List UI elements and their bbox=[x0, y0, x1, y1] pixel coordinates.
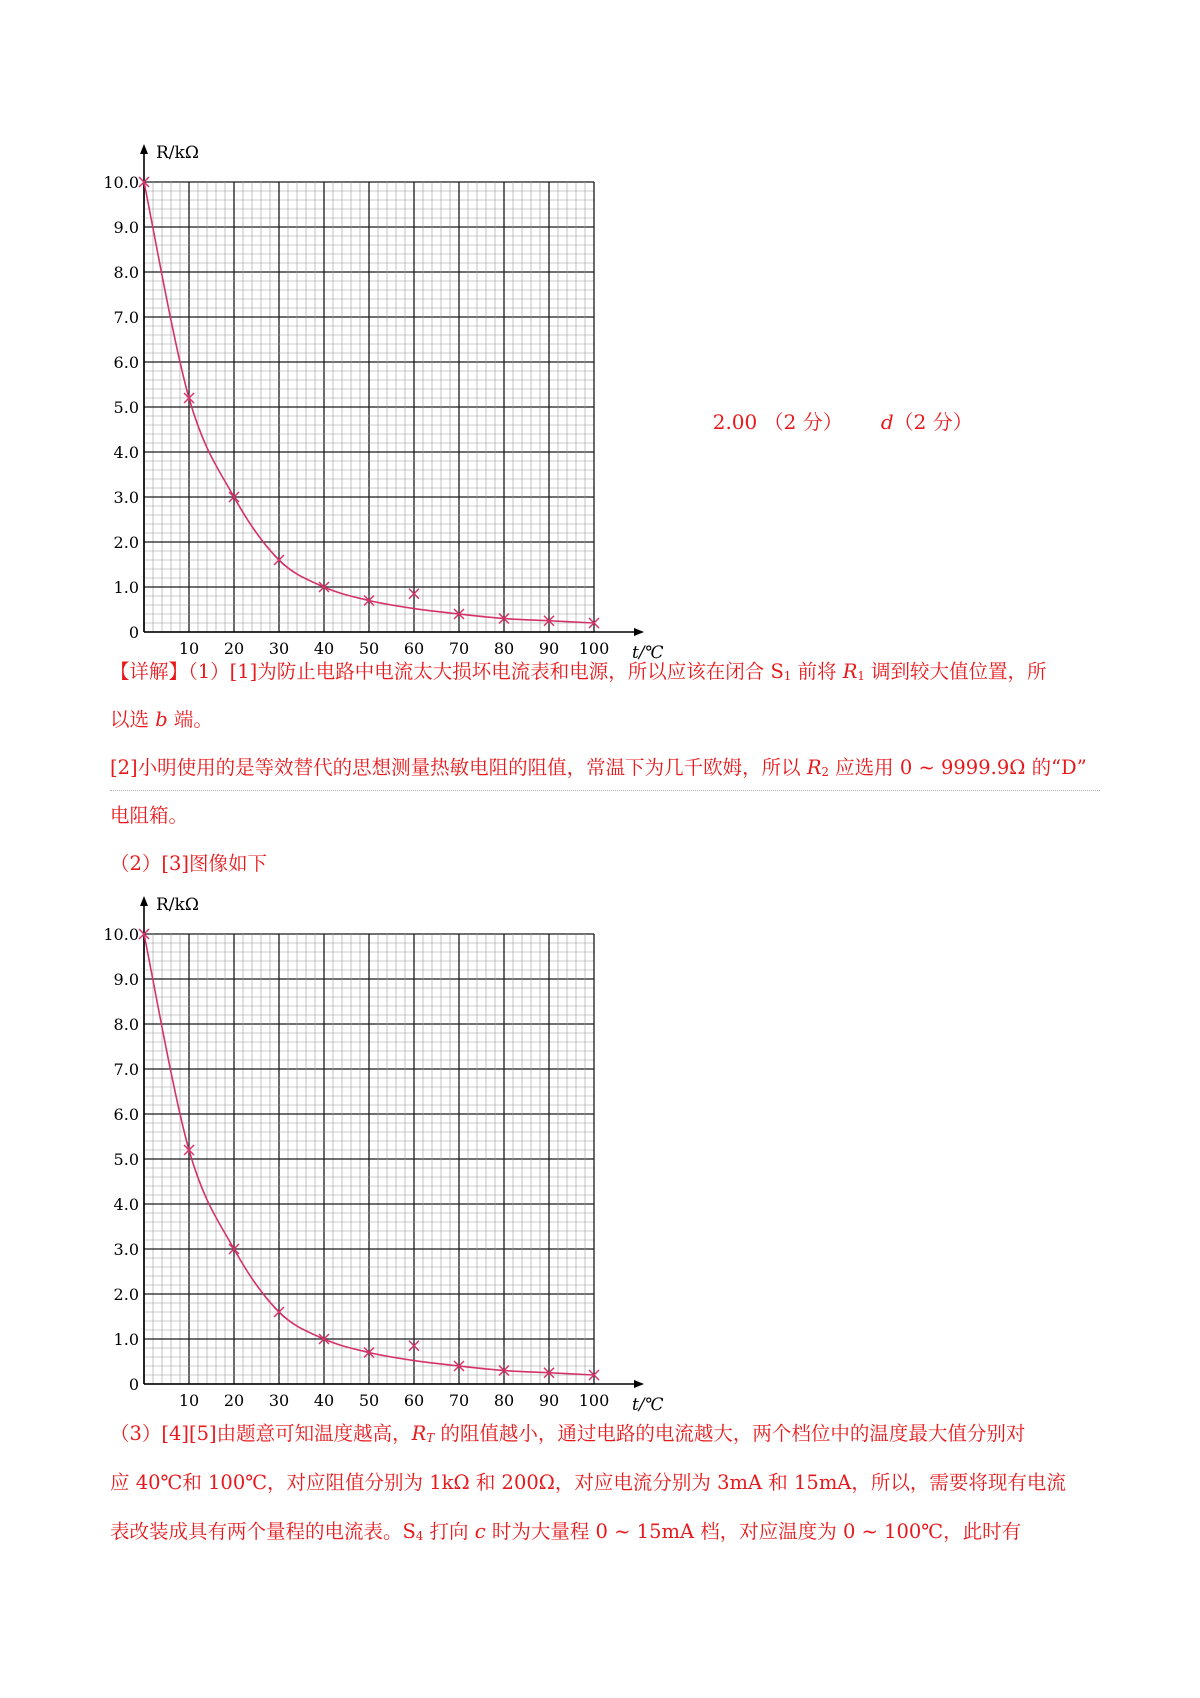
x-tick-label: 10 bbox=[178, 1391, 200, 1410]
y-tick-label: 5.0 bbox=[113, 1150, 139, 1169]
x-tick-label: 40 bbox=[313, 1391, 335, 1410]
dotted-divider bbox=[110, 790, 1100, 791]
explanation-paragraph-3: （2）[3]图像如下 bbox=[110, 852, 268, 875]
x-axis-label: t/℃ bbox=[632, 643, 664, 663]
explanation-paragraph-2-line-2: 电阻箱。 bbox=[110, 804, 189, 827]
y-tick-label: 6.0 bbox=[113, 353, 139, 372]
y-axis-label: R/kΩ bbox=[156, 143, 199, 163]
resistance-temperature-chart-1 bbox=[100, 140, 664, 663]
x-axis-label: t/℃ bbox=[632, 1395, 664, 1415]
x-tick-label: 80 bbox=[493, 1391, 515, 1410]
x-tick-label: 100 bbox=[578, 639, 610, 658]
answer-line bbox=[700, 382, 973, 435]
x-tick-label: 80 bbox=[493, 639, 515, 658]
answer-choice-score: （2 分） bbox=[893, 410, 973, 434]
answer-value-score: （2 分） bbox=[763, 410, 843, 434]
y-axis-arrow-icon bbox=[140, 896, 148, 906]
y-tick-label: 3.0 bbox=[113, 488, 139, 507]
x-tick-label: 90 bbox=[538, 639, 560, 658]
chart-grid bbox=[144, 182, 594, 632]
explanation-paragraph-4-line-2: 应 40℃和 100℃，对应阻值分别为 1kΩ 和 200Ω，对应电流分别为 3mA 和 15mA，所以，需要将现有电流 bbox=[110, 1471, 1066, 1494]
explanation-paragraph-1-line-2: 以选 b 端。 bbox=[110, 708, 213, 731]
y-axis-label: R/kΩ bbox=[156, 895, 199, 915]
y-tick-label: 1.0 bbox=[113, 578, 139, 597]
x-tick-label: 20 bbox=[223, 1391, 245, 1410]
y-tick-label: 7.0 bbox=[113, 1060, 139, 1079]
explanation-paragraph-4-line-3: 表改装成具有两个量程的电流表。$S_4$ 打向 c 时为大量程 0 ~ 15mA 档，对应温度为 0 ~ 100℃，此时有 bbox=[110, 1520, 1022, 1543]
y-tick-label: 0 bbox=[128, 1375, 139, 1394]
y-tick-label: 1.0 bbox=[113, 1330, 139, 1349]
answer-value: 2.00 bbox=[712, 410, 758, 434]
x-tick-label: 40 bbox=[313, 639, 335, 658]
x-tick-label: 70 bbox=[448, 639, 470, 658]
x-tick-label: 30 bbox=[268, 639, 290, 658]
explanation-paragraph-2: [2]小明使用的是等效替代的思想测量热敏电阻的阻值，常温下为几千欧姆，所以 $R_2$ 应选用 0 ~ 9999.9Ω 的“D” bbox=[110, 756, 1087, 779]
x-axis-arrow-icon bbox=[634, 628, 644, 636]
chart-grid bbox=[144, 934, 594, 1384]
y-tick-label: 9.0 bbox=[113, 970, 139, 989]
x-tick-label: 20 bbox=[223, 639, 245, 658]
x-tick-label: 60 bbox=[403, 1391, 425, 1410]
y-tick-label: 3.0 bbox=[113, 1240, 139, 1259]
x-tick-label: 70 bbox=[448, 1391, 470, 1410]
x-axis-arrow-icon bbox=[634, 1380, 644, 1388]
x-tick-label: 90 bbox=[538, 1391, 560, 1410]
resistance-temperature-chart-2 bbox=[100, 892, 664, 1415]
y-tick-label: 6.0 bbox=[113, 1105, 139, 1124]
x-tick-label: 50 bbox=[358, 1391, 380, 1410]
y-tick-label: 10.0 bbox=[103, 925, 139, 944]
y-tick-label: 0 bbox=[128, 623, 139, 642]
x-tick-label: 100 bbox=[578, 1391, 610, 1410]
y-tick-label: 8.0 bbox=[113, 263, 139, 282]
y-tick-label: 10.0 bbox=[103, 173, 139, 192]
answer-choice: d bbox=[880, 410, 894, 434]
y-axis-arrow-icon bbox=[140, 144, 148, 154]
detail-label: 【详解】 bbox=[110, 660, 189, 683]
y-tick-label: 4.0 bbox=[113, 443, 139, 462]
x-tick-label: 10 bbox=[178, 639, 200, 658]
x-tick-label: 30 bbox=[268, 1391, 290, 1410]
y-tick-label: 4.0 bbox=[113, 1195, 139, 1214]
y-tick-label: 8.0 bbox=[113, 1015, 139, 1034]
y-tick-label: 9.0 bbox=[113, 218, 139, 237]
x-tick-label: 50 bbox=[358, 639, 380, 658]
y-tick-label: 5.0 bbox=[113, 398, 139, 417]
x-tick-label: 60 bbox=[403, 639, 425, 658]
y-tick-label: 7.0 bbox=[113, 308, 139, 327]
explanation-paragraph-1: 【详解】（1）[1]为防止电路中电流太大损坏电流表和电源，所以应该在闭合 $S_1$ 前将 $R_1$ 调到较大值位置，所 bbox=[110, 660, 1047, 683]
y-tick-label: 2.0 bbox=[113, 1285, 139, 1304]
explanation-paragraph-4: （3）[4][5]由题意可知温度越高，$R_T$ 的阻值越小，通过电路的电流越大，两个档位中的温度最大值分别对 bbox=[110, 1422, 1026, 1445]
y-tick-label: 2.0 bbox=[113, 533, 139, 552]
